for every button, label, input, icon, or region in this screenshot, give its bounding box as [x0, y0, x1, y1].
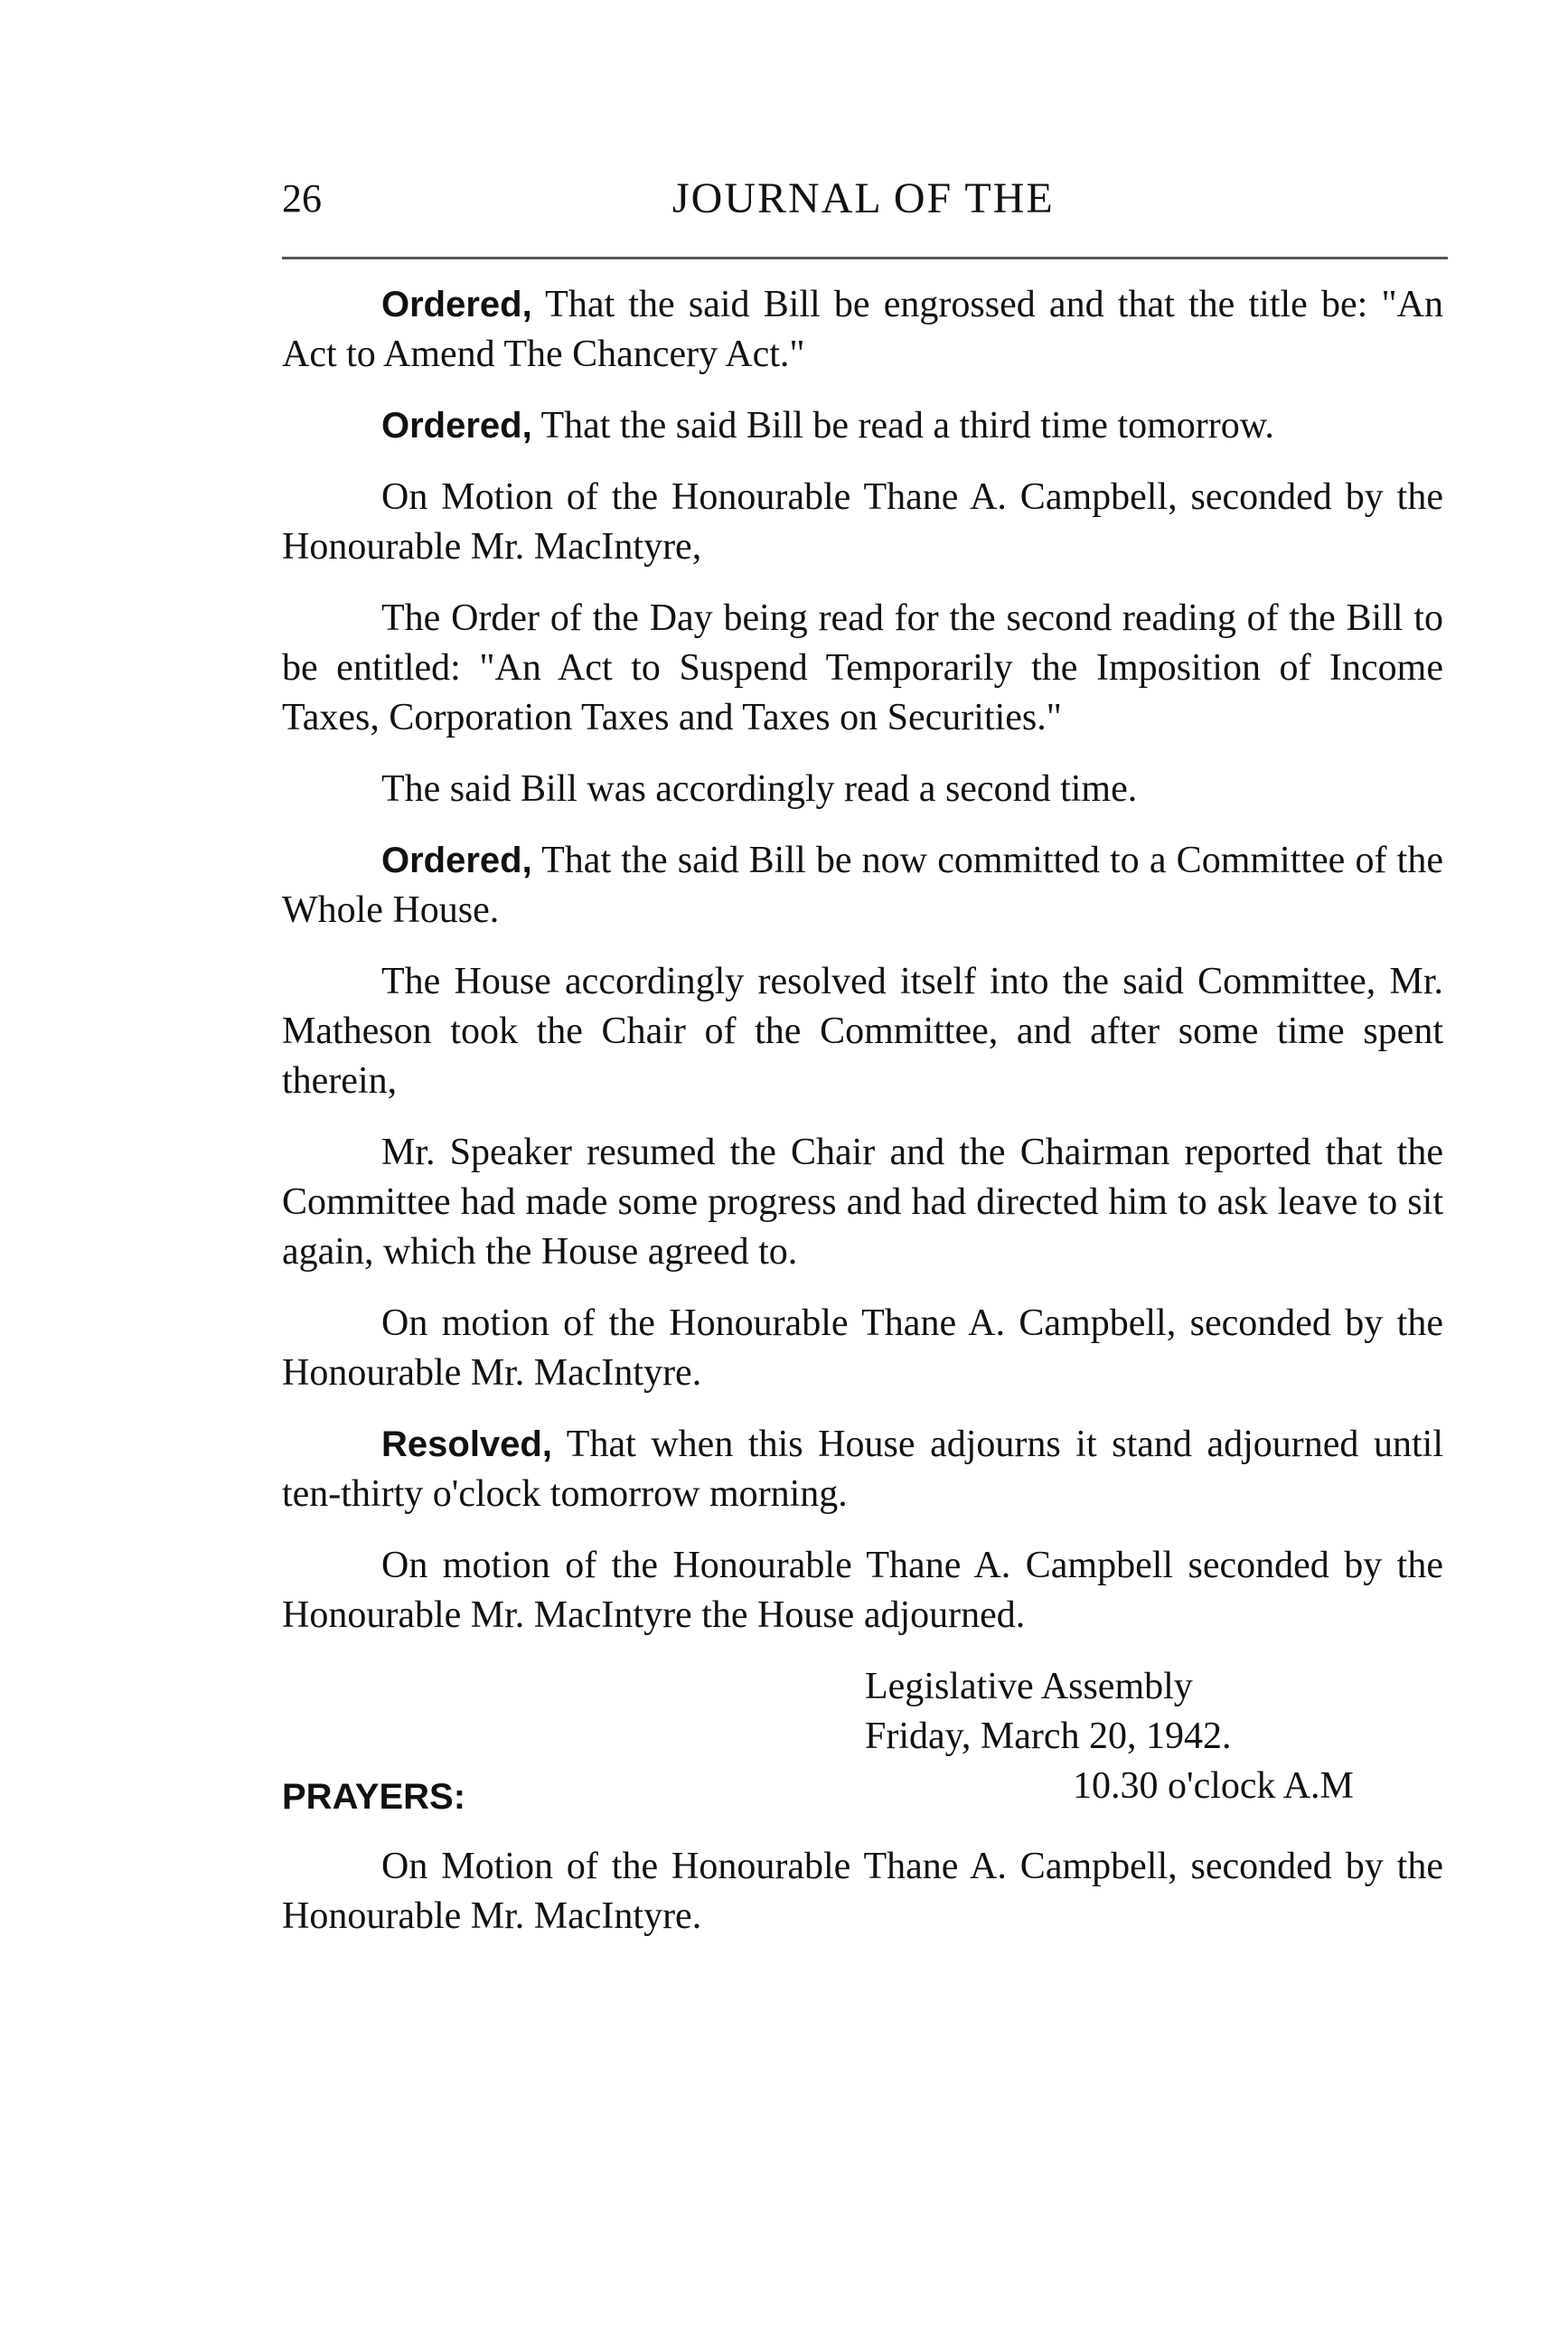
paragraph-text: The House accordingly resolved itself into the said Committee, Mr. Matheson took the Chair of the Committee, and after some time spent therein, [282, 961, 1443, 1102]
dateline-date: Friday, March 20, 1942. [865, 1716, 1232, 1757]
paragraph-keyword: Resolved, [381, 1424, 552, 1464]
paragraph [282, 473, 1443, 572]
paragraph [282, 1299, 1443, 1398]
paragraph-text: On motion of the Honourable Thane A. Campbell seconded by the Honourable Mr. MacIntyre the House adjourned. [282, 1545, 1443, 1636]
paragraph [282, 957, 1443, 1106]
paragraph-text: That the said Bill be read a third time tomorrow. [531, 405, 1274, 446]
paragraph [282, 1541, 1443, 1640]
page-header [282, 172, 1448, 235]
paragraph-text: Mr. Speaker resumed the Chair and the Chairman reported that the Committee had made some progress and had directed him to ask leave to sit again, which the House agreed to. [282, 1132, 1443, 1273]
dateline-assembly: Legislative Assembly [865, 1666, 1193, 1707]
paragraph-keyword: Ordered, [381, 841, 532, 880]
prayers-heading: PRAYERS: [282, 1777, 466, 1817]
page-number: 26 [282, 176, 322, 221]
dateline-time: 10.30 o'clock A.M [1073, 1765, 1354, 1807]
paragraph-text: The Order of the Day being read for the second reading of the Bill to be entitled: "An Act to Suspend Temporarily the Imposition of Income Taxes, Corporation Taxes and Taxes on Securities." [282, 597, 1443, 738]
paragraph [282, 1842, 1443, 1941]
paragraph [282, 401, 1443, 451]
paragraph-text: That when this House adjourns it stand adjourned until ten-thirty o'clock tomorrow morning. [282, 1424, 1443, 1515]
paragraph [282, 836, 1443, 935]
paragraph [282, 1420, 1443, 1519]
paragraph-text: That the said Bill be engrossed and that the title be: "An Act to Amend The Chancery Act." [282, 284, 1443, 375]
paragraph-keyword: Ordered, [381, 285, 532, 324]
sitting-dateline [865, 1662, 1443, 1816]
journal-body [282, 280, 1443, 1963]
paragraph-text: The said Bill was accordingly read a second time. [381, 768, 1138, 810]
paragraph-text: That the said Bill be now committed to a Committee of the Whole House. [282, 840, 1443, 931]
paragraph [282, 1128, 1443, 1277]
running-title: JOURNAL OF THE [672, 174, 1055, 222]
paragraph-text: On Motion of the Honourable Thane A. Campbell, seconded by the Honourable Mr. MacIntyre. [282, 1846, 1443, 1937]
paragraph-text: On motion of the Honourable Thane A. Campbell, seconded by the Honourable Mr. MacIntyre. [282, 1302, 1443, 1394]
paragraph-keyword: Ordered, [381, 406, 532, 446]
header-rule [282, 257, 1448, 259]
paragraph [282, 594, 1443, 743]
paragraph [282, 280, 1443, 380]
paragraph [282, 765, 1443, 814]
paragraph-text: On Motion of the Honourable Thane A. Campbell, seconded by the Honourable Mr. MacIntyre, [282, 476, 1443, 568]
